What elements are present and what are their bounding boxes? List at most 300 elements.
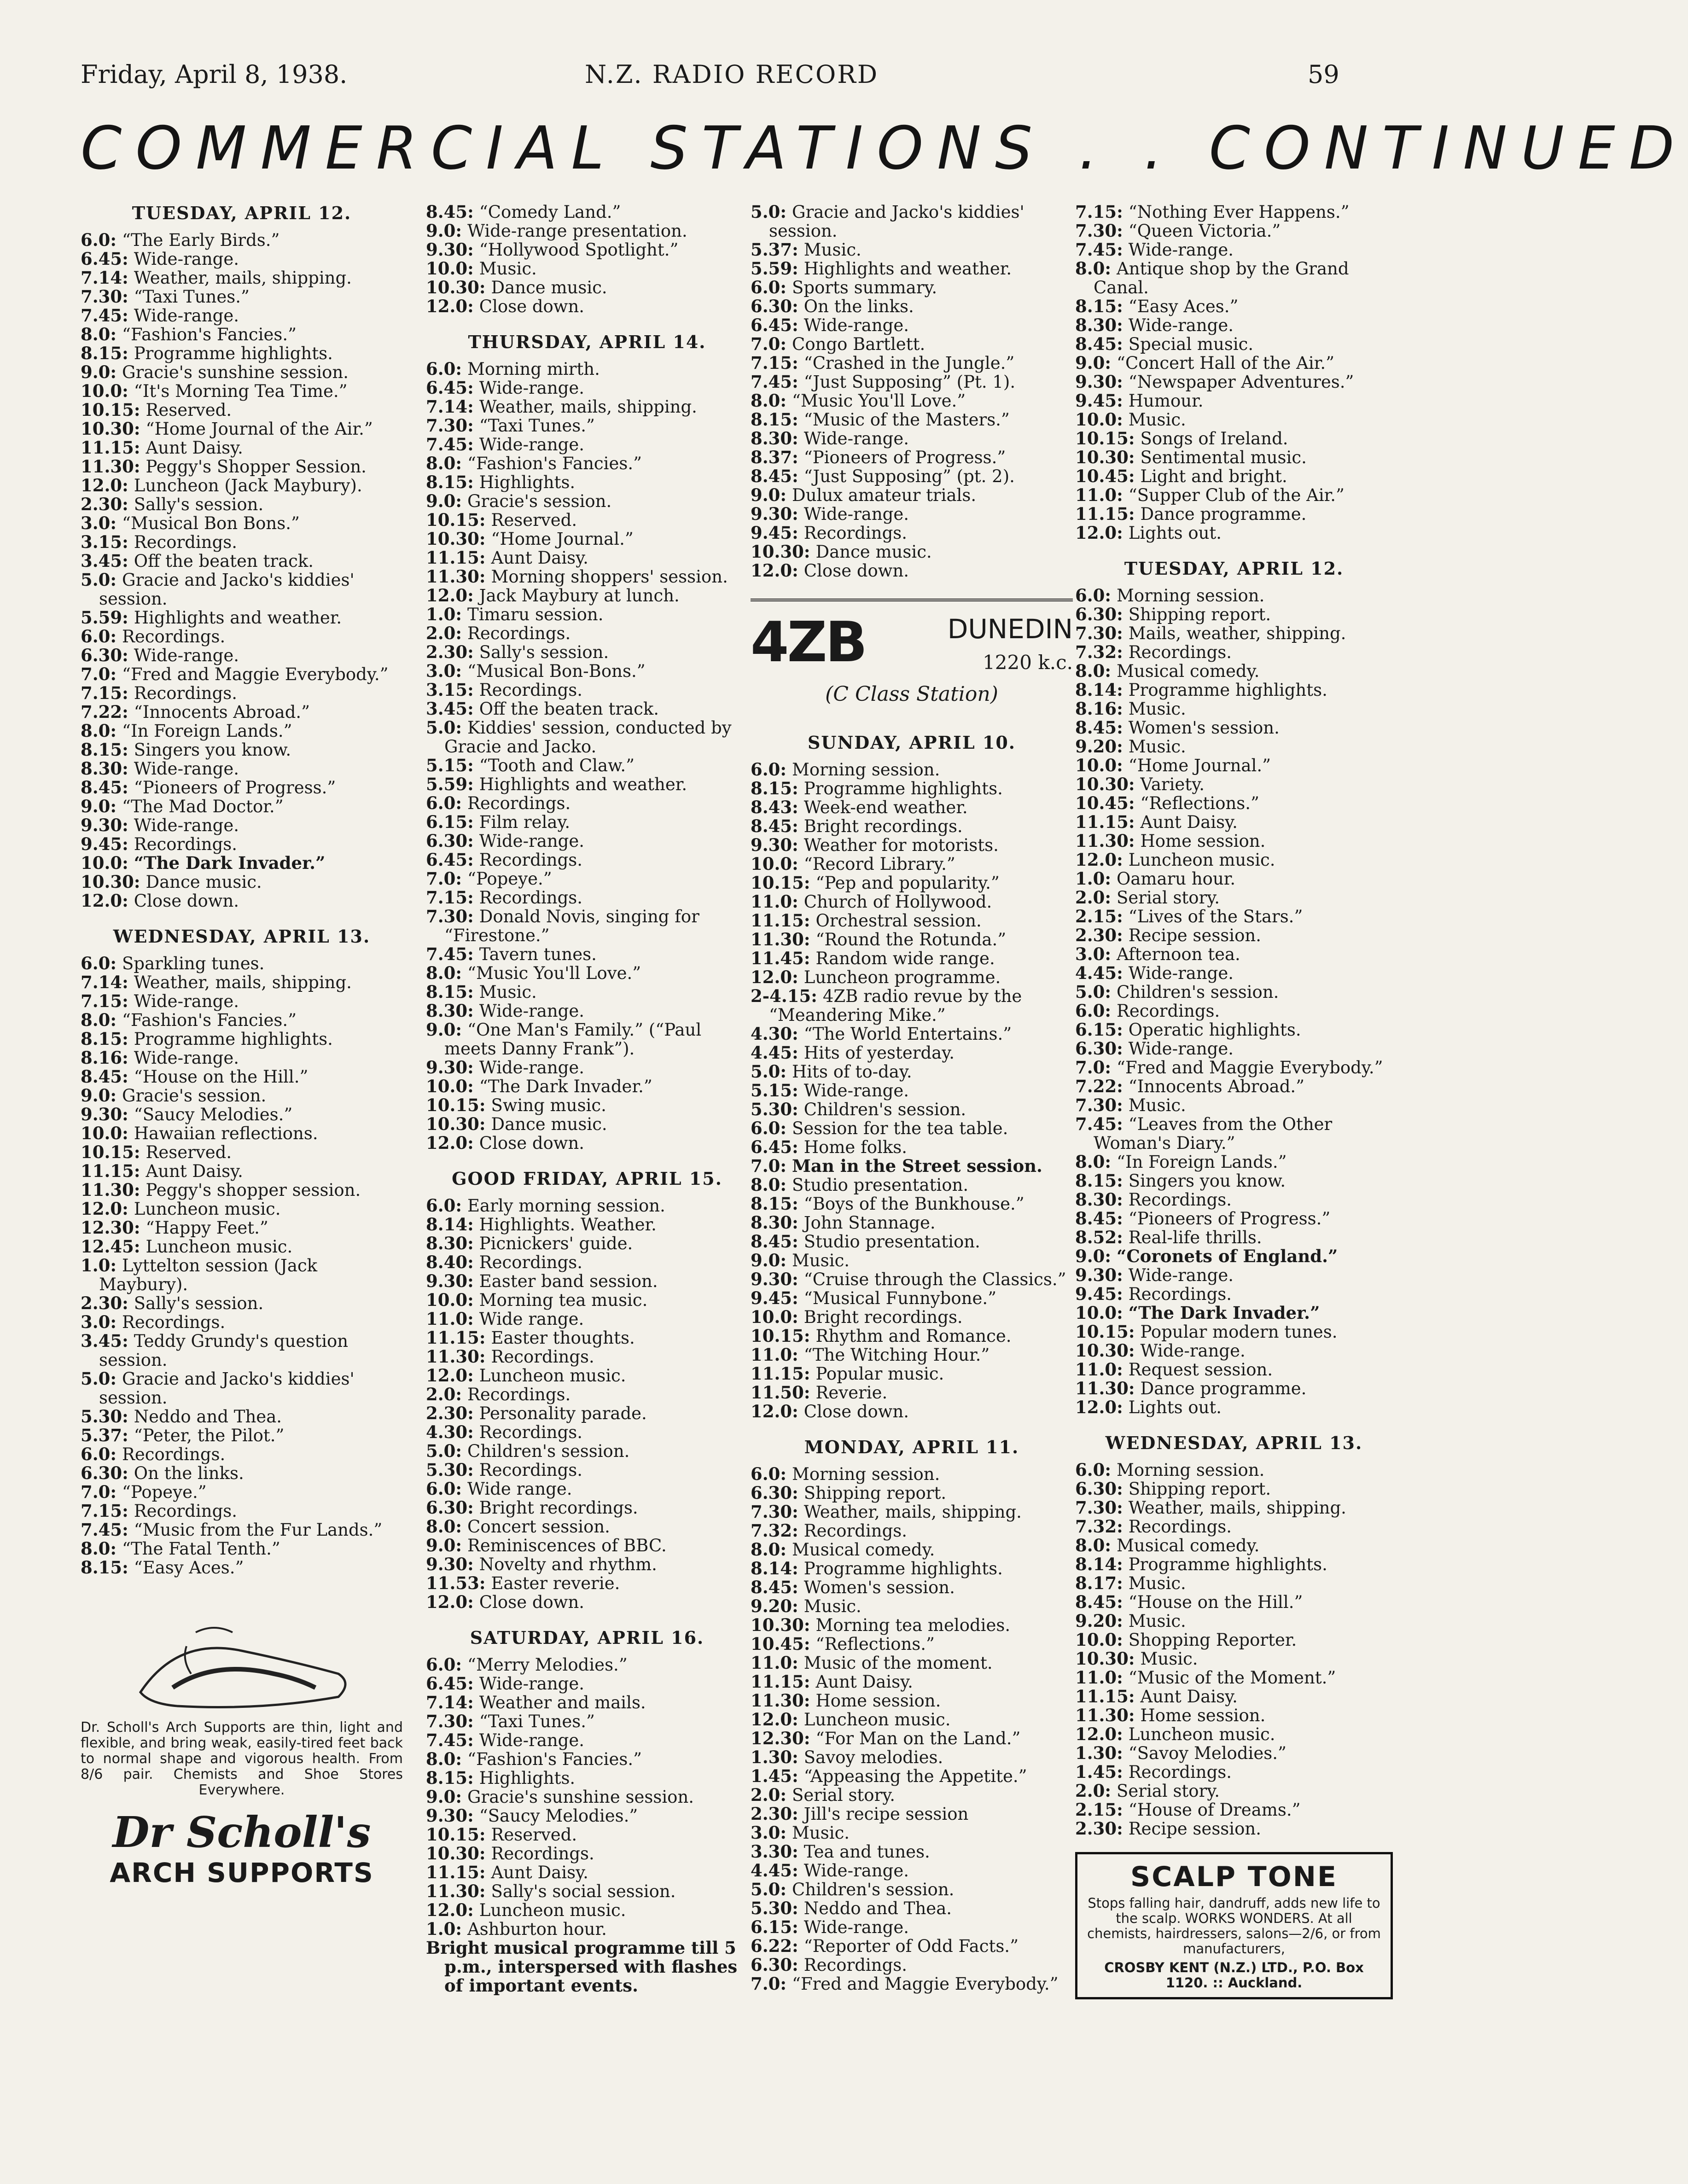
entry-title: Early morning session. — [467, 1196, 665, 1216]
entry-time: 4.45: — [1075, 963, 1123, 983]
schedule-entry — [426, 1310, 748, 1328]
entry-time: 12.0: — [81, 1199, 128, 1219]
schedule-entry — [426, 1253, 748, 1272]
schedule-entry — [81, 973, 403, 992]
entry-title: Wide-range. — [134, 1048, 239, 1068]
station-block — [751, 599, 1073, 716]
entry-title: Morning session. — [792, 760, 940, 780]
schedule-entry — [426, 718, 748, 756]
schedule-entry — [1075, 926, 1393, 945]
entry-time: 8.45: — [751, 466, 798, 486]
entry-time: 11.30: — [81, 456, 140, 477]
entry-title: Gracie's sunshine session. — [467, 1787, 694, 1807]
entry-title: Recordings. — [803, 1955, 908, 1975]
entry-title: Singers you know. — [1128, 1171, 1286, 1191]
entry-time: 10.45: — [1075, 793, 1135, 813]
entry-title: “For Man on the Land.” — [815, 1729, 1021, 1748]
entry-time: 8.0: — [751, 1175, 787, 1195]
entry-title: Home folks. — [803, 1137, 908, 1157]
entry-time: 6.45: — [81, 249, 128, 269]
entry-title: Ashburton hour. — [467, 1919, 607, 1939]
entry-title: “House on the Hill.” — [1128, 1592, 1303, 1612]
entry-title: Dance music. — [491, 278, 607, 297]
entry-title: Shopping Reporter. — [1128, 1630, 1297, 1650]
entry-title: “The Mad Doctor.” — [122, 797, 284, 816]
entry-title: “Reflections.” — [1140, 793, 1259, 813]
entry-title: Morning session. — [1117, 1460, 1265, 1480]
schedule-entry — [1075, 832, 1393, 850]
entry-time: 1.45: — [1075, 1762, 1123, 1782]
schedule-entry — [751, 467, 1073, 486]
entry-title: “Fred and Maggie Everybody.” — [1117, 1058, 1383, 1077]
schedule-entry — [751, 505, 1073, 524]
entry-title: Recordings. — [491, 1347, 594, 1367]
entry-title: Tea and tunes. — [803, 1842, 930, 1862]
entry-title: Musical comedy. — [792, 1540, 935, 1560]
entry-time: 6.30: — [751, 1483, 798, 1503]
entry-title: “Happy Feet.” — [146, 1218, 268, 1238]
entry-title: Session for the tea table. — [792, 1118, 1008, 1138]
entry-title: Timaru session. — [467, 605, 604, 624]
entry-title: Wide-range. — [803, 315, 909, 335]
entry-title: Variety. — [1140, 775, 1205, 794]
entry-time: 11.15: — [751, 910, 810, 931]
schedule-entry — [426, 1750, 748, 1769]
entry-title: Music. — [1128, 1611, 1186, 1631]
entry-title: Close down. — [479, 1133, 585, 1153]
schedule-entry — [426, 1115, 748, 1134]
entry-title: Highlights. Weather. — [479, 1215, 657, 1235]
entry-title: Antique shop by the Grand Canal. — [1094, 259, 1349, 297]
entry-time: 9.30: — [1075, 1265, 1123, 1285]
foot-arch-icon — [122, 1619, 361, 1720]
schedule-entry — [1075, 1612, 1393, 1631]
entry-title: Music. — [792, 1823, 850, 1843]
entry-title: John Stannage. — [803, 1213, 936, 1233]
entry-title: “Pioneers of Progress.” — [1128, 1209, 1331, 1229]
schedule-entry — [751, 1918, 1073, 1937]
entry-title: “Peter, the Pilot.” — [134, 1426, 285, 1445]
entry-time: 8.0: — [426, 453, 462, 473]
entry-time: 6.0: — [1075, 1001, 1112, 1021]
schedule-entry — [81, 1067, 403, 1086]
entry-title: Recordings. — [1117, 1001, 1220, 1021]
schedule-entry — [426, 416, 748, 435]
entry-time: 12.0: — [426, 1365, 474, 1386]
schedule-entry — [751, 855, 1073, 874]
schedule-entry — [426, 983, 748, 1002]
entry-title: Dance programme. — [1140, 1379, 1307, 1398]
schedule-entry — [426, 397, 748, 416]
entry-title: Bright recordings. — [479, 1498, 638, 1518]
entry-time: 8.15: — [426, 472, 474, 492]
entry-time: 5.0: — [751, 1879, 787, 1899]
schedule-entry — [426, 832, 748, 850]
schedule-entry — [426, 1806, 748, 1825]
entry-title: Music. — [1128, 699, 1186, 719]
entry-time: 6.45: — [751, 315, 798, 335]
entry-time: 8.0: — [426, 1749, 462, 1769]
schedule-entry — [1075, 1763, 1393, 1782]
schedule-entry — [81, 231, 403, 250]
entry-title: Recipe session. — [1128, 1819, 1261, 1839]
entry-title: Gracie and Jacko's kiddies' session. — [99, 1369, 355, 1408]
entry-title: Music. — [1140, 1649, 1198, 1669]
entry-time: 2-4.15: — [751, 986, 817, 1006]
entry-time: 11.0: — [751, 1653, 798, 1673]
entry-time: 1.0: — [1075, 868, 1112, 889]
entry-time: 6.45: — [751, 1137, 798, 1157]
entry-title: “Home Journal.” — [1128, 756, 1271, 775]
schedule-entry — [751, 1842, 1073, 1861]
entry-title: Home session. — [1140, 831, 1266, 851]
entry-title: Random wide range. — [815, 949, 995, 968]
schedule-entry — [1075, 1574, 1393, 1593]
entry-time: 7.30: — [426, 1711, 474, 1731]
entry-title: Reverie. — [815, 1383, 888, 1403]
entry-time: 8.15: — [1075, 296, 1123, 316]
entry-title: Lyttelton session (Jack Maybury). — [99, 1256, 318, 1294]
entry-title: Songs of Ireland. — [1140, 429, 1288, 448]
schedule-entry — [1075, 775, 1393, 794]
entry-time: 6.30: — [81, 645, 128, 665]
entry-title: Morning tea music. — [479, 1290, 648, 1310]
schedule-entry — [1075, 888, 1393, 907]
entry-time: 11.15: — [1075, 1686, 1135, 1706]
entry-time: 9.0: — [1075, 353, 1112, 373]
entry-time: 11.15: — [1075, 812, 1135, 832]
schedule-entry — [1075, 1706, 1393, 1725]
schedule-entry — [1075, 1725, 1393, 1744]
schedule-entry — [751, 1672, 1073, 1691]
entry-title: Light and bright. — [1140, 466, 1287, 486]
schedule-entry — [81, 740, 403, 759]
entry-title: “Fashion's Fancies.” — [122, 325, 297, 344]
entry-time: 9.0: — [81, 796, 117, 816]
entry-title: “Queen Victoria.” — [1128, 221, 1281, 241]
schedule-entry — [426, 1134, 748, 1153]
advert-tagline: ARCH SUPPORTS — [110, 1857, 374, 1888]
schedule-entry — [81, 646, 403, 665]
entry-time: 6.15: — [1075, 1019, 1123, 1040]
schedule-entry — [426, 681, 748, 699]
entry-title: Recordings. — [134, 834, 238, 854]
entry-time: 7.15: — [81, 991, 128, 1011]
schedule-entry — [426, 473, 748, 492]
entry-title: “Comedy Land.” — [479, 202, 621, 222]
entry-time: 11.30: — [751, 929, 810, 949]
entry-time: 2.0: — [1075, 1781, 1112, 1801]
entry-title: Programme highlights. — [1128, 1555, 1327, 1574]
entry-title: “Easy Aces.” — [1128, 297, 1239, 316]
schedule-entry — [751, 486, 1073, 505]
entry-title: Church of Hollywood. — [803, 892, 992, 912]
entry-title: “Fashion's Fancies.” — [467, 1749, 642, 1769]
schedule-entry — [426, 297, 748, 316]
entry-title: Luncheon programme. — [803, 967, 1001, 987]
schedule-entry — [751, 911, 1073, 930]
entry-title: “Coronets of England.” — [1117, 1246, 1338, 1266]
entry-time: 8.45: — [81, 777, 128, 798]
entry-time: 8.30: — [426, 1233, 474, 1253]
entry-title: “Taxi Tunes.” — [134, 287, 250, 307]
entry-title: Home session. — [815, 1691, 941, 1711]
entry-time: 5.30: — [81, 1406, 128, 1427]
entry-title: Children's session. — [792, 1880, 955, 1899]
scalp-tone-advertisement — [1075, 1852, 1393, 1999]
entry-title: Concert session. — [467, 1517, 610, 1537]
entry-title: “The Early Birds.” — [122, 230, 280, 250]
schedule-entry — [751, 373, 1073, 391]
schedule-entry — [426, 1020, 748, 1058]
entry-time: 11.15: — [1075, 504, 1135, 524]
entry-title: Man in the Street session. — [792, 1156, 1042, 1176]
entry-time: 5.0: — [426, 717, 462, 738]
entry-title: Wide range. — [467, 1479, 572, 1499]
entry-time: 8.45: — [1075, 334, 1123, 354]
entry-time: 7.15: — [751, 353, 798, 373]
schedule-entry — [81, 1086, 403, 1105]
entry-time: 11.30: — [426, 1346, 486, 1367]
schedule-entry — [426, 662, 748, 681]
entry-title: Wide-range. — [479, 1058, 584, 1077]
schedule-entry — [751, 1364, 1073, 1383]
schedule-entry — [751, 1025, 1073, 1043]
entry-time: 8.0: — [81, 324, 117, 344]
entry-time: 10.45: — [751, 1634, 810, 1654]
entry-time: 8.15: — [426, 982, 474, 1002]
entry-time: 7.14: — [426, 396, 474, 417]
schedule-entry — [1075, 1322, 1393, 1341]
entry-time: 8.0: — [426, 963, 462, 983]
schedule-entry — [1075, 240, 1393, 259]
entry-title: Weather for motorists. — [803, 835, 999, 855]
entry-time: 10.0: — [81, 381, 128, 401]
schedule-entry — [1075, 945, 1393, 964]
schedule-entry — [426, 203, 748, 221]
entry-title: “The Dark Invader.” — [1128, 1303, 1320, 1323]
advert-copy: Dr. Scholl's Arch Supports are thin, light and flexible, and bring weak, easily-tired feet back to normal shape and vigorous health. From 8/6 pair. Chemists and Shoe Stores Everywhere. — [81, 1719, 403, 1798]
entry-time: 2.0: — [426, 623, 462, 643]
entry-time: 8.43: — [751, 797, 798, 817]
schedule-entry — [1075, 1649, 1393, 1668]
entry-time: 12.0: — [426, 1900, 474, 1920]
entry-title: “Round the Rotunda.” — [815, 930, 1007, 949]
schedule-entry — [426, 1096, 748, 1115]
entry-title: “Reflections.” — [815, 1634, 935, 1654]
entry-time: 7.0: — [1075, 1057, 1112, 1077]
entry-title: Donald Novis, singing for “Firestone.” — [444, 907, 699, 945]
entry-time: 12.0: — [1075, 1724, 1123, 1744]
entry-time: 10.45: — [1075, 466, 1135, 486]
schedule-entry — [1075, 1631, 1393, 1649]
schedule-entry — [751, 1786, 1073, 1805]
schedule-entry — [751, 1521, 1073, 1540]
entry-title: “Fred and Maggie Everybody.” — [792, 1974, 1059, 1994]
entry-time: 7.45: — [751, 372, 798, 392]
entry-time: 9.45: — [1075, 390, 1123, 411]
schedule-entry — [81, 1162, 403, 1181]
entry-title: Easter band session. — [479, 1271, 658, 1291]
entry-title: Aunt Daisy. — [146, 1161, 243, 1181]
entry-time: 9.45: — [751, 523, 798, 543]
schedule-entry — [81, 1294, 403, 1313]
entry-time: 3.0: — [751, 1823, 787, 1843]
schedule-entry — [81, 419, 403, 438]
schedule-entry — [426, 964, 748, 983]
schedule-entry — [81, 344, 403, 363]
entry-time: 12.45: — [81, 1236, 140, 1257]
entry-time: 11.15: — [426, 1328, 486, 1348]
entry-time: 9.30: — [426, 1057, 474, 1077]
entry-title: Musical comedy. — [1117, 661, 1260, 681]
schedule-entry — [1075, 429, 1393, 448]
entry-title: Recordings. — [803, 523, 908, 543]
schedule-entry — [81, 1030, 403, 1048]
schedule-entry — [426, 1215, 748, 1234]
schedule-entry — [1075, 448, 1393, 467]
schedule-entry — [751, 1503, 1073, 1521]
schedule-entry — [81, 1407, 403, 1426]
schedule-entry — [1075, 1782, 1393, 1800]
schedule-entry — [751, 1251, 1073, 1270]
schedule-entry — [81, 665, 403, 684]
schedule-entry — [751, 203, 1073, 240]
schedule-entry — [1075, 1593, 1393, 1612]
entry-title: Wide-range. — [803, 1861, 909, 1881]
schedule-entry — [81, 1048, 403, 1067]
schedule-entry — [751, 1691, 1073, 1710]
entry-time: 9.30: — [1075, 372, 1123, 392]
entry-time: 6.0: — [81, 1444, 117, 1464]
schedule-entry — [426, 1234, 748, 1253]
schedule-entry — [426, 511, 748, 530]
entry-time: 5.0: — [1075, 982, 1112, 1002]
schedule-entry — [1075, 1285, 1393, 1304]
entry-time: 2.15: — [1075, 1800, 1123, 1820]
schedule-entry — [426, 756, 748, 775]
entry-title: Music. — [1128, 410, 1186, 430]
entry-time: 6.0: — [1075, 1460, 1112, 1480]
entry-title: Wide-range. — [134, 249, 239, 269]
entry-time: 7.45: — [1075, 1114, 1123, 1134]
entry-time: 8.0: — [81, 1010, 117, 1030]
entry-title: Personality parade. — [479, 1404, 647, 1423]
schedule-entry — [1075, 316, 1393, 335]
entry-time: 10.30: — [1075, 1648, 1135, 1669]
entry-time: 8.30: — [81, 758, 128, 779]
entry-title: Recordings. — [467, 1385, 571, 1404]
entry-title: “House of Dreams.” — [1128, 1800, 1301, 1820]
entry-time: 3.0: — [426, 661, 462, 681]
entry-title: Wide-range. — [1128, 240, 1234, 260]
entry-time: 7.15: — [1075, 202, 1123, 222]
schedule-entry — [426, 1920, 748, 1939]
schedule-entry — [751, 760, 1073, 779]
entry-time: 7.30: — [426, 415, 474, 436]
advert-title: SCALP TONE — [1130, 1861, 1338, 1893]
schedule-entry — [1075, 1398, 1393, 1417]
entry-time: 9.30: — [81, 815, 128, 835]
entry-time: 8.16: — [1075, 699, 1123, 719]
entry-title: Recipe session. — [1128, 926, 1261, 945]
entry-time: 8.14: — [751, 1558, 798, 1578]
entry-title: Neddo and Thea. — [803, 1899, 952, 1918]
entry-time: 8.15: — [426, 1768, 474, 1788]
entry-title: Wide-range. — [479, 831, 584, 851]
schedule-entry — [81, 552, 403, 571]
entry-title: Reserved. — [146, 400, 232, 420]
schedule-entry — [426, 548, 748, 567]
schedule-entry — [751, 316, 1073, 335]
entry-title: Recordings. — [134, 532, 238, 552]
entry-title: Wide-range. — [1128, 1265, 1234, 1285]
entry-time: 10.30: — [751, 542, 810, 562]
schedule-entry — [426, 907, 748, 945]
entry-time: 8.45: — [1075, 1208, 1123, 1229]
entry-title: Morning tea melodies. — [815, 1615, 1011, 1635]
entry-time: 11.15: — [81, 1161, 140, 1181]
schedule-entry — [751, 1899, 1073, 1918]
entry-title: Dulux amateur trials. — [792, 485, 977, 505]
schedule-entry — [751, 1345, 1073, 1364]
entry-time: 10.15: — [81, 1142, 140, 1162]
schedule-entry — [426, 1272, 748, 1291]
entry-time: 9.30: — [81, 1104, 128, 1124]
entry-title: Recordings. — [467, 623, 571, 643]
entry-time: 8.37: — [751, 447, 798, 467]
entry-time: 9.0: — [426, 221, 462, 241]
entry-time: 5.15: — [751, 1080, 798, 1101]
schedule-entry — [426, 1901, 748, 1920]
entry-title: Operatic highlights. — [1128, 1020, 1301, 1040]
schedule-entry — [426, 567, 748, 586]
entry-title: “Music of the Masters.” — [803, 410, 1010, 430]
entry-time: 11.15: — [426, 547, 486, 568]
entry-title: Recordings. — [479, 1252, 583, 1272]
entry-time: 6.30: — [751, 296, 798, 316]
entry-time: 10.30: — [751, 1615, 810, 1635]
entry-title: Hits of yesterday. — [803, 1043, 955, 1063]
entry-title: “Fashion's Fancies.” — [467, 454, 642, 473]
entry-title: Wide-range. — [479, 1730, 584, 1750]
schedule-entry — [751, 1157, 1073, 1176]
schedule-entry — [426, 492, 748, 511]
day-heading: WEDNESDAY, APRIL 13. — [1105, 1433, 1363, 1453]
schedule-entry — [81, 1502, 403, 1520]
entry-title: Programme highlights. — [803, 779, 1003, 798]
schedule-entry — [1075, 718, 1393, 737]
entry-time: 7.45: — [426, 1730, 474, 1750]
station-frequency: 1220 k.c. — [983, 651, 1073, 674]
entry-time: 6.0: — [1075, 585, 1112, 606]
entry-title: Serial story. — [792, 1785, 896, 1805]
schedule-entry — [1075, 297, 1393, 316]
schedule-entry — [81, 684, 403, 703]
schedule-entry — [426, 586, 748, 605]
entry-time: 6.30: — [426, 831, 474, 851]
entry-time: 8.30: — [1075, 315, 1123, 335]
entry-time: 7.0: — [751, 1156, 787, 1176]
entry-time: 8.45: — [81, 1066, 128, 1087]
column-3 — [751, 203, 1073, 1993]
schedule-entry — [751, 1327, 1073, 1345]
entry-title: Music. — [1128, 1573, 1186, 1593]
entry-time: 5.0: — [81, 570, 117, 590]
schedule-entry — [426, 1555, 748, 1574]
schedule-entry — [426, 221, 748, 240]
entry-title: Recordings. — [479, 1460, 583, 1480]
